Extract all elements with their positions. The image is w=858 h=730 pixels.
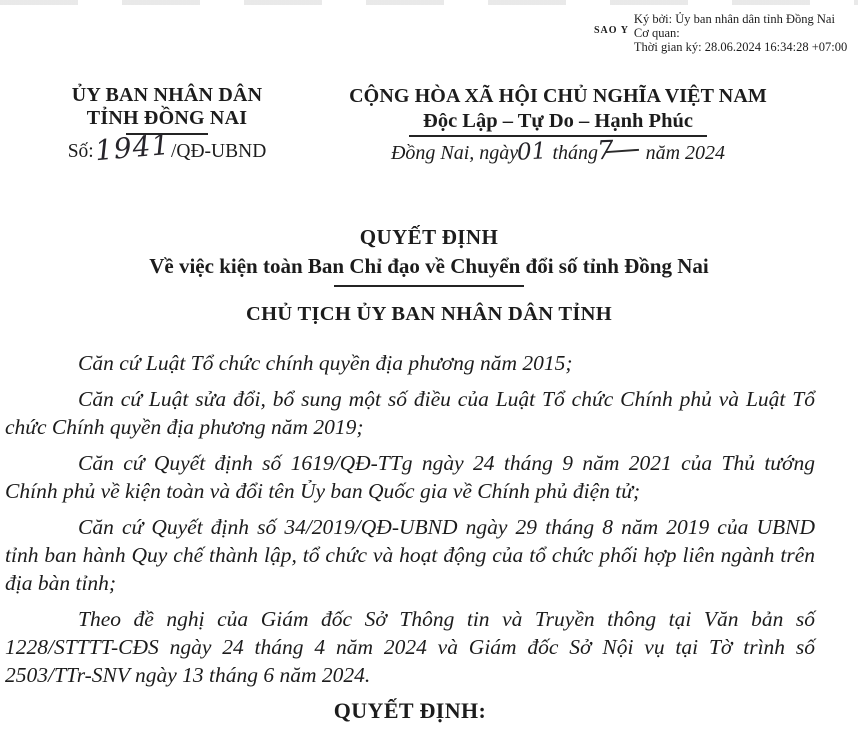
signature-agency: Cơ quan: bbox=[633, 25, 680, 40]
title-divider-rule bbox=[334, 285, 524, 287]
recital-paragraph-3: Căn cứ Quyết định số 1619/QĐ-TTg ngày 24 tháng 9 năm 2021 của Thủ tướng Chính phủ về kiện toàn và đổi tên Ủy ban Quốc gia về Chính phủ điện tử; bbox=[5, 451, 815, 503]
document-number bbox=[38, 127, 296, 168]
sao-y-stamp: SAO Y bbox=[594, 25, 629, 36]
signature-signer: Ký bởi: Ủy ban nhân dân tỉnh Đồng Nai bbox=[633, 12, 835, 26]
document-number-prefix: Số: bbox=[67, 141, 94, 162]
signature-details bbox=[634, 13, 847, 54]
place-date-line bbox=[312, 135, 804, 167]
year-label: năm 2024 bbox=[645, 142, 726, 164]
handwritten-month: 7 bbox=[596, 135, 615, 167]
document-subtitle: Về việc kiện toàn Ban Chỉ đạo về Chuyển đổi số tỉnh Đồng Nai bbox=[149, 254, 709, 278]
place-day-prefix: Đồng Nai, ngày bbox=[390, 142, 519, 164]
decision-heading: QUYẾT ĐỊNH: bbox=[333, 698, 487, 723]
document-number-handwritten: 1941 bbox=[93, 127, 172, 168]
month-label: tháng bbox=[552, 142, 599, 164]
document-number-suffix: /QĐ-UBND bbox=[170, 141, 267, 162]
document-title: QUYẾT ĐỊNH bbox=[359, 225, 499, 249]
national-heading-block bbox=[312, 84, 804, 165]
legal-basis-section bbox=[0, 349, 858, 725]
scan-artifact-strip bbox=[0, 0, 858, 5]
recital-paragraph-4: Căn cứ Quyết định số 34/2019/QĐ-UBND ngày 29 tháng 8 năm 2019 của UBND tỉnh ban hành Quy chế thành lập, tổ chức và hoạt động của tổ chức phối hợp liên ngành trên địa bàn tỉnh; bbox=[5, 515, 815, 595]
authority-name-line1: ỦY BAN NHÂN DÂN bbox=[71, 84, 263, 106]
digital-signature-block bbox=[594, 13, 847, 54]
recital-paragraph-5: Theo đề nghị của Giám đốc Sở Thông tin và Truyền thông tại Văn bản số 1228/STTTT-CĐS ngày 24 tháng 4 năm 2024 và Giám đốc Sở Nội vụ tại Tờ trình số 2503/TTr-SNV ngày 13 tháng 6 năm 2024. bbox=[5, 607, 815, 687]
national-motto: Độc Lập – Tự Do – Hạnh Phúc bbox=[409, 109, 707, 137]
national-motto-wrap bbox=[312, 108, 804, 137]
recital-paragraph-2: Căn cứ Luật sửa đổi, bổ sung một số điều của Luật Tổ chức Chính phủ và Luật Tổ chức Chính quyền địa phương năm 2019; bbox=[5, 387, 815, 439]
handwritten-day: 01 bbox=[516, 138, 548, 166]
issuing-authority-block bbox=[38, 84, 296, 168]
title-block bbox=[0, 224, 858, 328]
national-title: CỘNG HÒA XÃ HỘI CHỦ NGHĨA VIỆT NAM bbox=[349, 85, 767, 107]
authority-name-line2: TỈNH ĐỒNG NAI bbox=[86, 107, 248, 129]
signature-time: Thời gian ký: 28.06.2024 16:34:28 +07:00 bbox=[633, 39, 848, 54]
deciding-authority: CHỦ TỊCH ỦY BAN NHÂN DÂN TỈNH bbox=[246, 303, 612, 325]
recital-paragraph-1: Căn cứ Luật Tổ chức chính quyền địa phương năm 2015; bbox=[78, 351, 573, 375]
